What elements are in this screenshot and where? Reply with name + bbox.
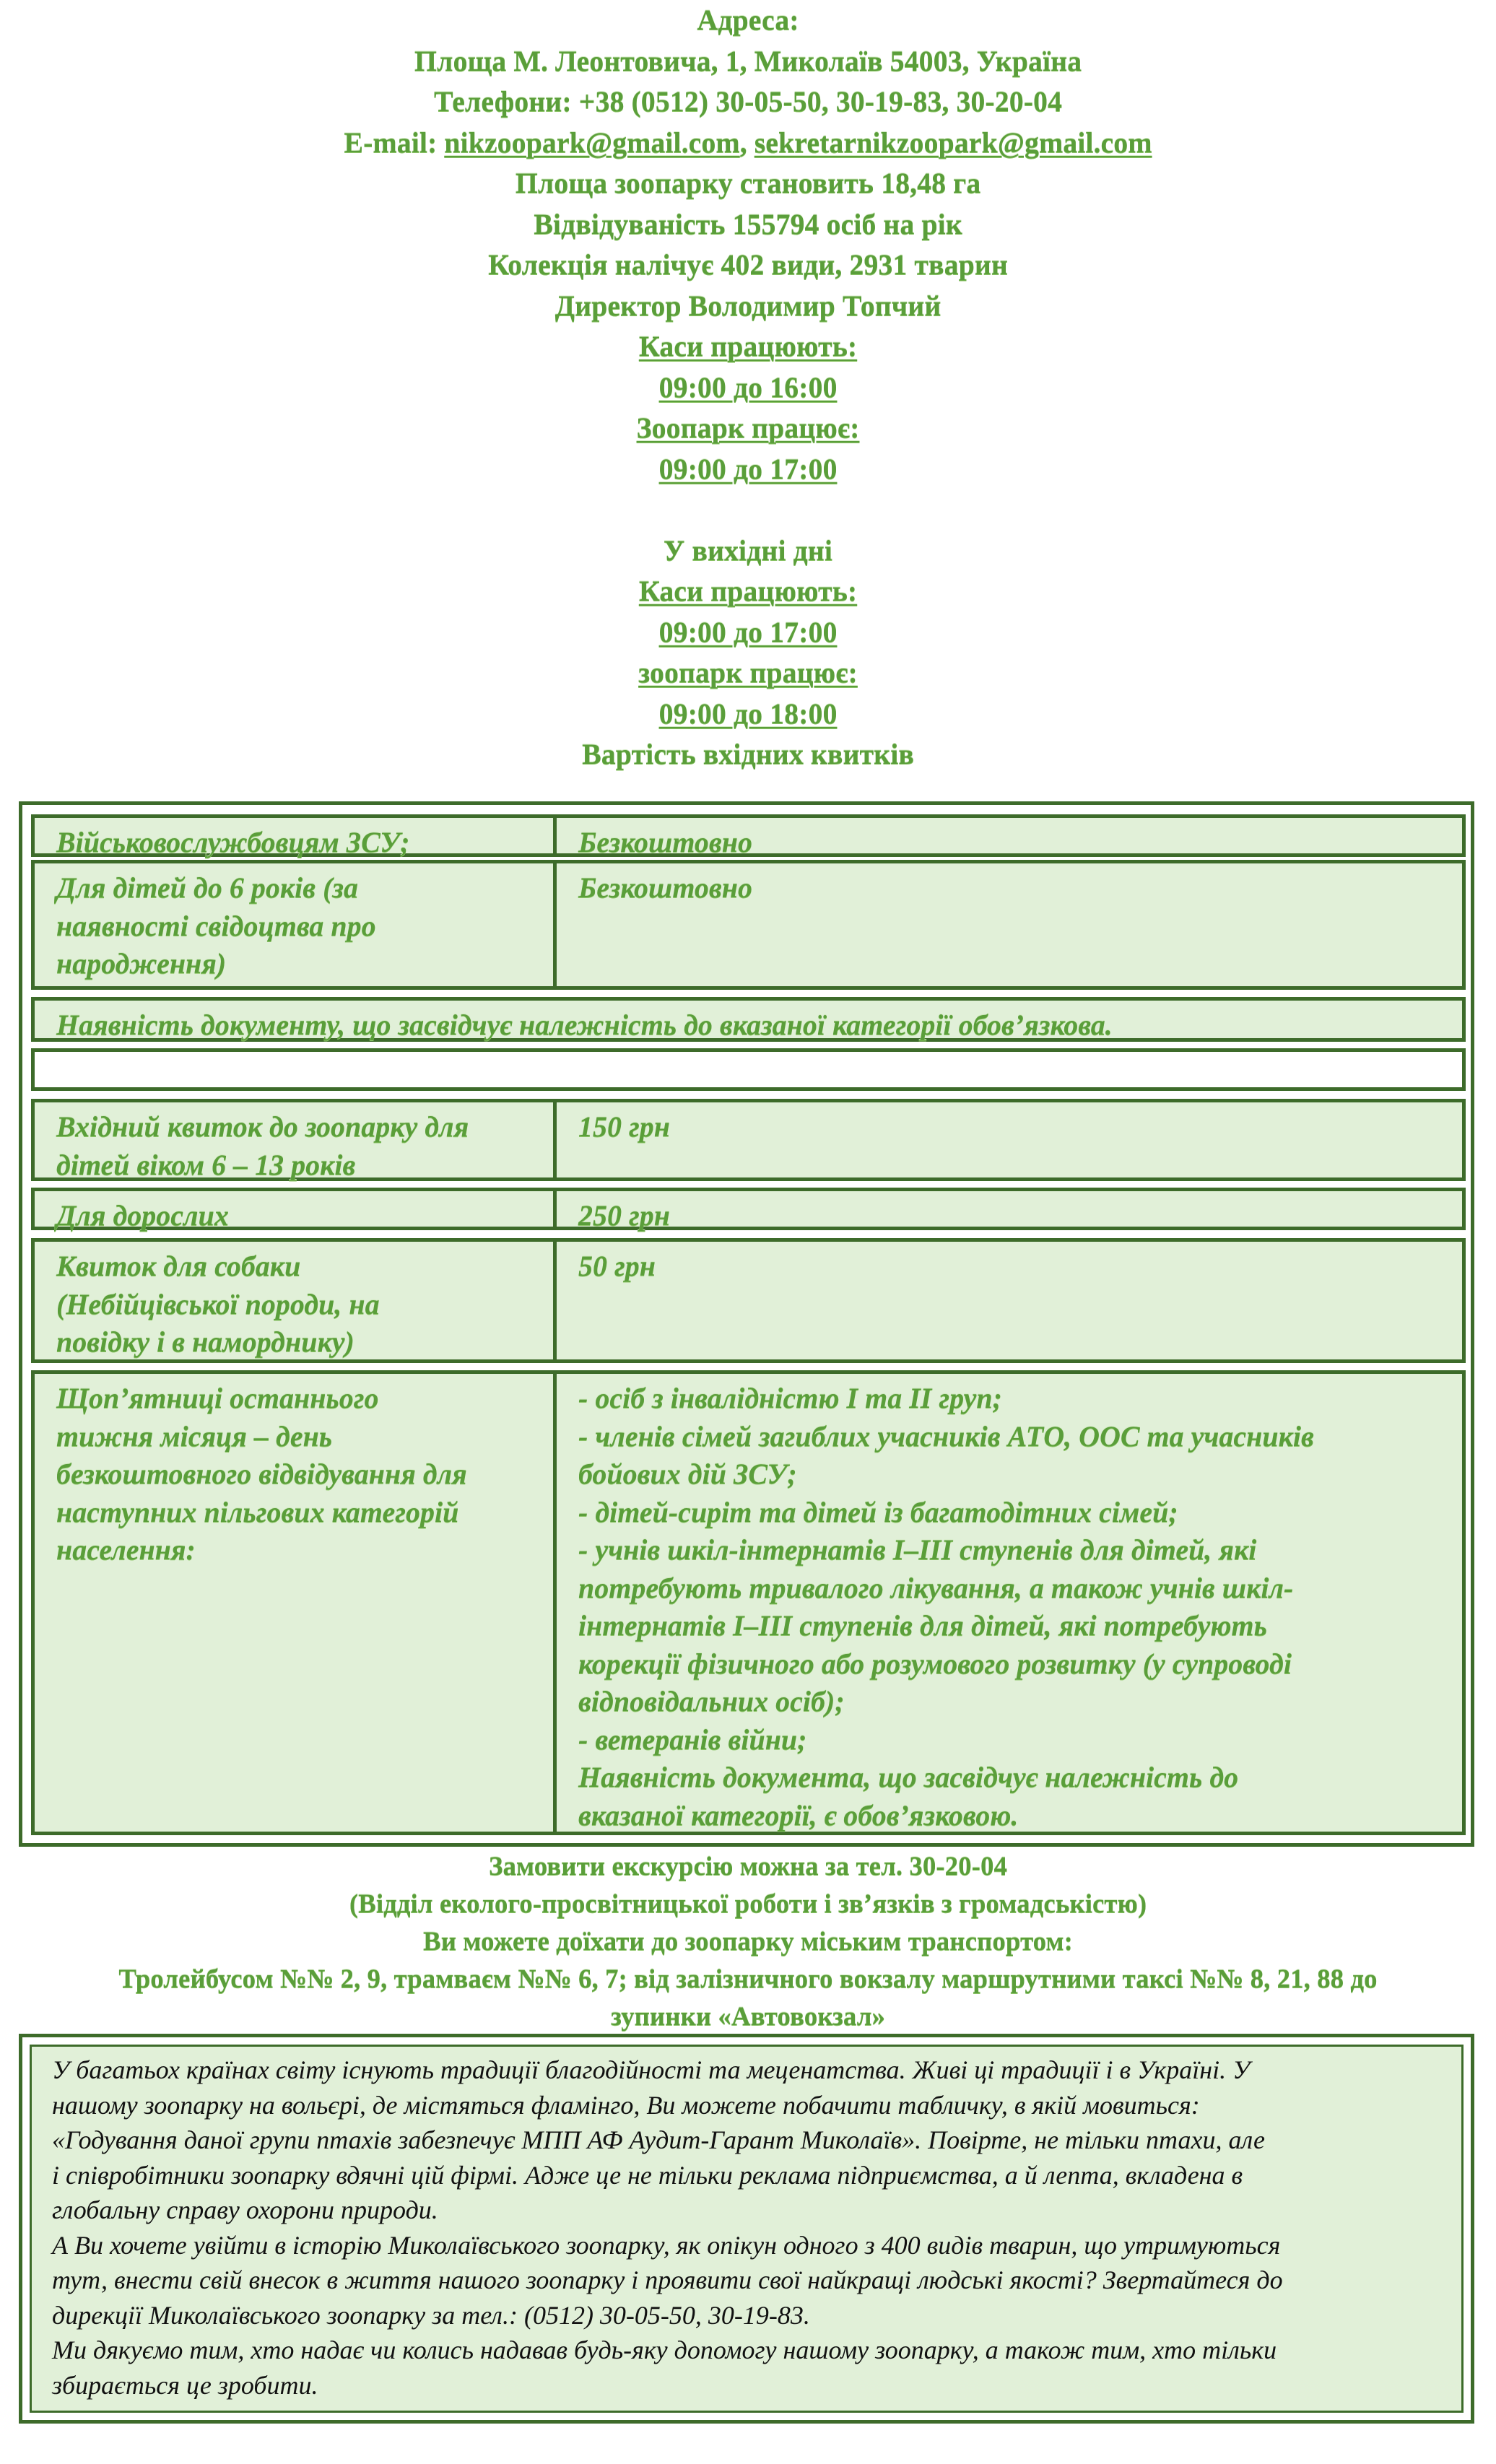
price-category-military: Військовослужбовцям ЗСУ;: [31, 814, 557, 857]
free-friday-category: Щоп’ятниці останнього тижня місяця – день безкоштовного відвідування для наступних пільгових категорій населення:: [31, 1370, 557, 1835]
email-separator: ,: [739, 126, 754, 159]
free-friday-details: - осіб з інвалідністю І та ІІ груп; - членів сімей загиблих учасників АТО, ООС та учасників бойових дій ЗСУ; - дітей-сиріт та дітей із багатодітних сімей; - учнів шкіл-інтернатів І–ІІІ ступенів для дітей, які потребують тривалого лікування, а також учнів шкіл- інтернатів І–ІІІ ступенів для дітей, які потребують корекції фізичного або розумового розвитку (у супроводі відповідальних осіб); - ветеранів війни; Наявність документа, що засвідчує належність до вказаної категорії, є обов’язковою.: [553, 1370, 1466, 1835]
collection: Колекція налічує 402 види, 2931 тварин: [488, 248, 1008, 281]
weekend-zoo-hours: 09:00 до 18:00: [658, 697, 838, 730]
email-line: [0, 123, 1496, 164]
price-category-children-under-6: Для дітей до 6 років (за наявності свідоцтва про народження): [31, 860, 557, 990]
price-table: [19, 801, 1474, 1847]
excursion-info: [0, 1848, 1496, 2036]
tickets-title: Вартість вхідних квитків: [582, 738, 914, 770]
price-value-dog: 50 грн: [553, 1238, 1466, 1363]
email-link-2[interactable]: sekretarnikzoopark@gmail.com: [754, 126, 1152, 159]
excursion-phone: Замовити екскурсію можна за тел. 30-20-04: [488, 1852, 1007, 1881]
weekend-cash-hours: 09:00 до 17:00: [658, 615, 838, 648]
email-link-1[interactable]: nikzoopark@gmail.com: [444, 126, 740, 159]
attendance: Відвідуваність 155794 осіб на рік: [534, 207, 962, 240]
price-value-children-under-6: Безкоштовно: [553, 860, 1466, 990]
weekend-title: У вихідні дні: [664, 534, 832, 567]
phones: Телефони: +38 (0512) 30-05-50, 30-19-83, 30-20-04: [433, 85, 1063, 118]
document-note: Наявність документу, що засвідчує належність до вказаної категорії обов’язкова.: [31, 997, 1466, 1042]
transport-routes: Тролейбусом №№ 2, 9, трамваєм №№ 6, 7; від залізничного вокзалу маршрутними таксі №№ 8, 21, 88 до: [118, 1964, 1378, 1994]
email-label: E-mail:: [344, 126, 445, 159]
weekday-zoo-hours: 09:00 до 17:00: [658, 452, 838, 485]
charity-box: [19, 2034, 1474, 2424]
weekend-zoo-label: зоопарк працює:: [638, 656, 858, 689]
address-label: Адреса:: [697, 4, 799, 36]
price-category-children-6-13: Вхідний квиток до зоопарку для дітей віком 6 – 13 років: [31, 1099, 557, 1181]
price-value-military: Безкоштовно: [553, 814, 1466, 857]
price-value-adults: 250 грн: [553, 1188, 1466, 1230]
transport-stop: зупинки «Автовокзал»: [611, 2002, 885, 2032]
excursion-department: (Відділ еколого-просвітницької роботи і зв’язків з громадськістю): [349, 1889, 1147, 1919]
weekday-cash-hours: 09:00 до 16:00: [658, 370, 838, 404]
zoo-area: Площа зоопарку становить 18,48 га: [515, 167, 981, 199]
transport-title: Ви можете доїхати до зоопарку міським транспортом:: [423, 1927, 1073, 1956]
price-category-adults: Для дорослих: [31, 1188, 557, 1230]
price-value-children-6-13: 150 грн: [553, 1099, 1466, 1181]
charity-text: У багатьох країнах світу існують традиції благодійності та меценатства. Живі ці традиції і в Україні. У нашому зоопарку на вольєрі, де містяться фламінго, Ви можете побачити табличку, в якій мовиться: «Годування даної групи птахів забезпечує МПП АФ Аудит-Гарант Миколаїв». Повірте, не тільки птахи, але і співробітники зоопарку вдячні цій фірмі. Адже це не тільки реклама підприємства, а й лепта, вкладена в глобальну справу охорони природи. А Ви хочете увійти в історію Миколаївського зоопарку, як опікун одного з 400 видів тварин, що утримуються тут, внести свій внесок в життя нашого зоопарку і проявити свої найкращі людські якості? Звертайтеся до дирекції Миколаївського зоопарку за тел.: (0512) 30-05-50, 30-19-83. Ми дякуємо тим, хто надає чи колись надавав будь-яку допомогу нашому зоопарку, а також тим, хто тільки збирається це зробити.: [30, 2045, 1464, 2413]
address: Площа М. Леонтовича, 1, Миколаїв 54003, Україна: [414, 44, 1082, 77]
contact-header: [0, 0, 1496, 775]
spacer: [0, 489, 1496, 531]
weekday-cash-label: Каси працюють:: [638, 330, 858, 362]
weekday-zoo-label: Зоопарк працює:: [636, 412, 860, 444]
weekend-cash-label: Каси працюють:: [638, 575, 858, 607]
empty-row: [31, 1048, 1466, 1091]
price-category-dog: Квиток для собаки (Небійцівської породи, на повідку і в наморднику): [31, 1238, 557, 1363]
director: Директор Володимир Топчий: [555, 289, 941, 322]
